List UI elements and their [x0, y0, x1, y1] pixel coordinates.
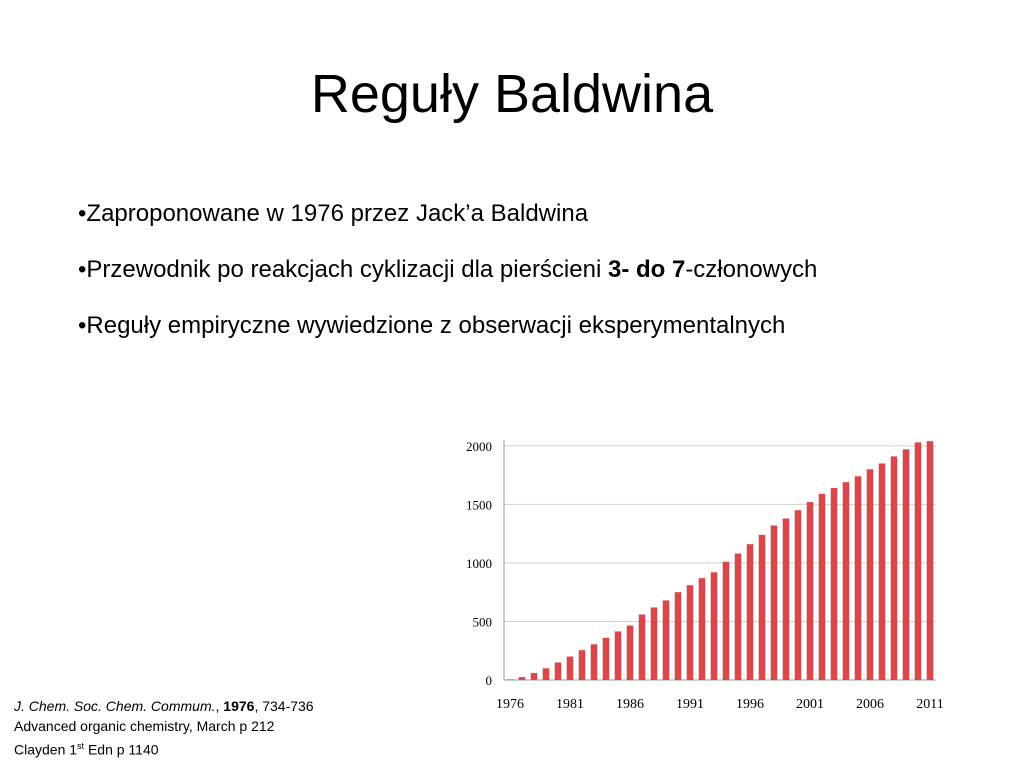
bullet-bold-text: 3- do 7 [607, 256, 686, 283]
bar [663, 600, 670, 680]
bar [591, 644, 598, 680]
x-tick-label: 2006 [856, 697, 884, 712]
bullet-item [78, 310, 948, 342]
bar [843, 482, 850, 680]
y-tick-label: 2000 [466, 438, 492, 454]
bar [879, 463, 886, 680]
bar [555, 662, 562, 680]
bar [807, 502, 814, 680]
bar [543, 668, 550, 680]
bar [699, 578, 706, 680]
bar [747, 544, 754, 680]
x-tick-label: 2001 [796, 697, 824, 712]
bullet-marker: • [78, 256, 87, 283]
bullet-text: Przewodnik po reakcjach cyklizacji dla pierścieni [86, 256, 608, 283]
bar [627, 626, 634, 680]
reference-year: 1976 [223, 698, 255, 714]
y-tick-label: 1500 [466, 497, 492, 513]
bar [855, 476, 862, 680]
bar [687, 585, 694, 680]
x-tick-label: 1991 [676, 697, 704, 712]
reference-text-tail: Edn p 1140 [84, 741, 159, 758]
bar [639, 614, 646, 680]
bar [651, 607, 658, 680]
bar [579, 650, 586, 680]
reference-separator: , [215, 698, 224, 714]
bullet-marker: • [78, 312, 87, 339]
reference-pages: , 734-736 [254, 698, 314, 714]
bar [867, 469, 874, 680]
bar [567, 657, 574, 680]
bullet-list [78, 198, 948, 366]
y-tick-label: 1000 [466, 555, 492, 571]
bar [903, 449, 910, 680]
bullet-text: Zaproponowane w 1976 przez Jack’a Baldwina [86, 200, 589, 227]
reference-text: Clayden 1 [14, 741, 78, 758]
bullet-item [78, 254, 948, 286]
x-tick-label: 1981 [556, 697, 584, 712]
bar [819, 494, 826, 680]
bullet-text: Reguły empiryczne wywiedzione z obserwacji eksperymentalnych [86, 312, 786, 339]
bar [519, 677, 526, 680]
x-tick-label: 1996 [736, 697, 764, 712]
bar [771, 525, 778, 680]
bar [711, 572, 718, 680]
bar [927, 441, 934, 680]
bar [531, 673, 538, 680]
reference-line [14, 736, 314, 760]
publications-bar-chart [448, 432, 948, 718]
bar [675, 592, 682, 680]
y-tick-label: 0 [485, 673, 492, 688]
references [14, 696, 314, 760]
bar [615, 631, 622, 680]
reference-journal: J. Chem. Soc. Chem. Commum. [14, 698, 216, 714]
slide-title: Reguły Baldwina [310, 64, 714, 124]
bar [735, 554, 742, 680]
x-tick-label: 2011 [916, 697, 944, 712]
bar [831, 488, 838, 680]
bar [723, 562, 730, 680]
bar [759, 535, 766, 680]
bar [795, 510, 802, 680]
bullet-text-tail: -członowych [685, 256, 818, 283]
bullet-item [78, 198, 948, 230]
bar [603, 638, 610, 680]
reference-line [14, 696, 314, 716]
bar [891, 456, 898, 680]
x-tick-label: 1986 [616, 697, 644, 712]
reference-superscript: st [77, 741, 85, 751]
bar [507, 679, 514, 680]
bar [783, 518, 790, 680]
bar [915, 442, 922, 680]
bullet-marker: • [78, 200, 87, 227]
reference-line: Advanced organic chemistry, March p 212 [14, 718, 275, 734]
y-tick-label: 500 [472, 614, 492, 630]
x-tick-label: 1976 [496, 697, 524, 712]
